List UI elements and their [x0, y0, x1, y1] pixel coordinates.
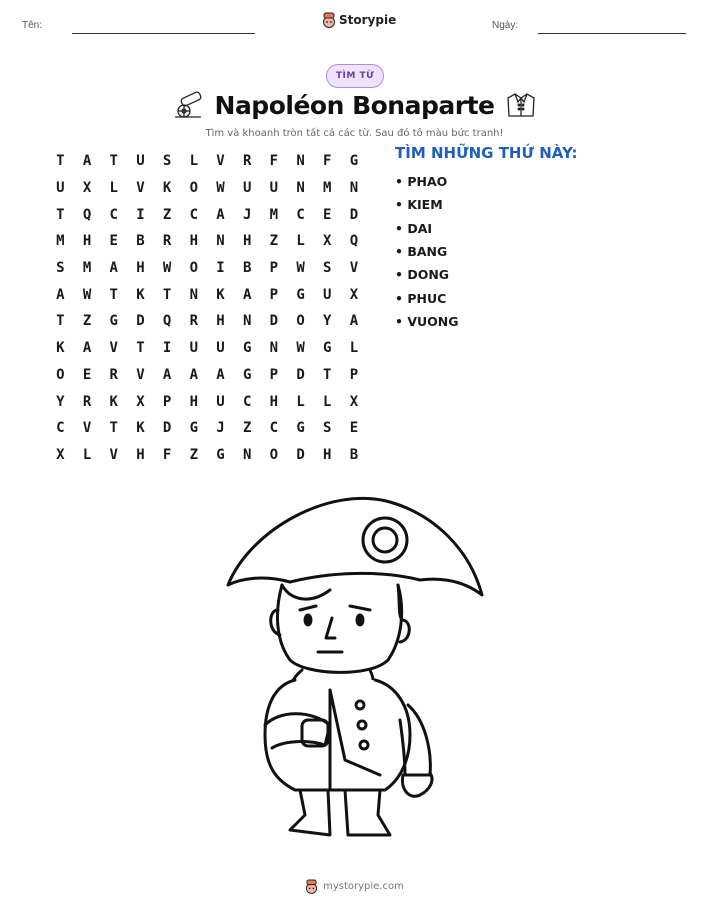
grid-cell[interactable]: F	[323, 153, 332, 170]
grid-cell[interactable]: M	[82, 260, 92, 277]
word-search-grid	[47, 148, 367, 468]
grid-row	[47, 442, 367, 469]
name-label: Tên:	[22, 20, 43, 31]
grid-cell[interactable]: R	[189, 313, 198, 330]
grid-cell[interactable]: H	[82, 233, 92, 250]
grid-cell[interactable]: V	[136, 180, 145, 197]
grid-cell[interactable]: F	[162, 446, 172, 463]
grid-row	[47, 415, 367, 442]
coat-icon	[504, 90, 538, 120]
grid-cell[interactable]: L	[109, 180, 118, 197]
grid-cell[interactable]: K	[136, 286, 145, 303]
grid-cell[interactable]: D	[296, 366, 305, 383]
word-list-title: TÌM NHỮNG THỨ NÀY:	[395, 144, 578, 162]
grid-cell[interactable]: E	[323, 206, 332, 223]
grid-cell[interactable]: K	[109, 393, 118, 410]
footer-url[interactable]: mystorypie.com	[323, 881, 404, 892]
storypie-icon	[322, 12, 336, 28]
grid-cell[interactable]: T	[136, 340, 145, 357]
grid-cell[interactable]: G	[349, 153, 359, 170]
grid-cell[interactable]: D	[269, 313, 279, 330]
grid-cell[interactable]: M	[56, 233, 65, 250]
grid-cell[interactable]: O	[56, 366, 65, 383]
grid-cell[interactable]: H	[242, 233, 252, 250]
grid-cell[interactable]: N	[349, 180, 359, 197]
page-title: Napoléon Bonaparte	[214, 90, 495, 120]
grid-cell[interactable]: H	[136, 260, 145, 277]
grid-cell[interactable]: Z	[189, 446, 198, 463]
grid-cell[interactable]: W	[82, 286, 92, 303]
grid-row	[47, 362, 367, 389]
grid-cell[interactable]: E	[82, 366, 92, 383]
grid-cell[interactable]: T	[109, 420, 118, 437]
word-item: • DONG	[395, 267, 450, 283]
grid-cell[interactable]: I	[136, 206, 145, 223]
grid-cell[interactable]: G	[216, 446, 225, 463]
word-item: • PHAO	[395, 174, 448, 190]
grid-cell[interactable]: V	[109, 340, 118, 357]
grid-cell[interactable]: Q	[162, 313, 172, 330]
grid-cell[interactable]: A	[216, 366, 225, 383]
grid-cell[interactable]: H	[216, 313, 225, 330]
grid-cell[interactable]: F	[269, 153, 279, 170]
grid-cell[interactable]: W	[296, 340, 305, 357]
grid-cell[interactable]: E	[349, 420, 359, 437]
grid-cell[interactable]: E	[109, 233, 118, 250]
grid-cell[interactable]: L	[323, 393, 332, 410]
grid-cell[interactable]: V	[82, 420, 92, 437]
grid-cell[interactable]: X	[136, 393, 145, 410]
grid-cell[interactable]: S	[323, 420, 332, 437]
grid-cell[interactable]: C	[56, 420, 65, 437]
grid-cell[interactable]: V	[136, 366, 145, 383]
grid-cell[interactable]: U	[136, 153, 145, 170]
grid-cell[interactable]: B	[136, 233, 145, 250]
grid-cell[interactable]: C	[296, 206, 305, 223]
category-badge: TÌM TỪ	[326, 64, 384, 88]
grid-cell[interactable]: K	[136, 420, 145, 437]
grid-cell[interactable]: K	[216, 286, 225, 303]
grid-cell[interactable]: H	[323, 446, 332, 463]
grid-cell[interactable]: G	[323, 340, 332, 357]
grid-cell[interactable]: L	[82, 446, 92, 463]
grid-cell[interactable]: U	[269, 180, 279, 197]
grid-cell[interactable]: C	[189, 206, 198, 223]
grid-cell[interactable]: H	[189, 233, 198, 250]
grid-cell[interactable]: G	[109, 313, 118, 330]
grid-row	[47, 148, 367, 175]
grid-cell[interactable]: U	[216, 393, 225, 410]
word-item: • VUONG	[395, 313, 459, 329]
grid-cell[interactable]: W	[216, 180, 225, 197]
grid-cell[interactable]: S	[323, 260, 332, 277]
grid-cell[interactable]: T	[56, 206, 65, 223]
grid-cell[interactable]: L	[296, 233, 305, 250]
brand-name: Storypie	[339, 13, 397, 27]
grid-cell[interactable]: L	[296, 393, 305, 410]
grid-cell[interactable]: O	[296, 313, 305, 330]
grid-row	[47, 228, 367, 255]
grid-cell[interactable]: J	[216, 420, 225, 437]
grid-cell[interactable]: R	[242, 153, 252, 170]
grid-cell[interactable]: R	[109, 366, 118, 383]
grid-cell[interactable]: T	[323, 366, 332, 383]
grid-cell[interactable]: M	[323, 180, 332, 197]
grid-cell[interactable]: W	[296, 260, 305, 277]
grid-cell[interactable]: P	[269, 286, 279, 303]
grid-cell[interactable]: A	[56, 286, 65, 303]
napoleon-illustration	[220, 490, 490, 850]
grid-cell[interactable]: R	[162, 233, 172, 250]
grid-cell[interactable]: W	[162, 260, 172, 277]
grid-cell[interactable]: L	[349, 340, 359, 357]
grid-cell[interactable]: U	[216, 340, 225, 357]
word-item: • PHUC	[395, 290, 447, 306]
grid-cell[interactable]: Z	[82, 313, 92, 330]
grid-cell[interactable]: G	[296, 420, 305, 437]
grid-cell[interactable]: D	[162, 420, 172, 437]
grid-row	[47, 335, 367, 362]
grid-cell[interactable]: B	[242, 260, 252, 277]
grid-cell[interactable]: A	[82, 340, 92, 357]
brand-logo	[322, 12, 396, 28]
grid-cell[interactable]: N	[216, 233, 225, 250]
grid-cell[interactable]: X	[82, 180, 92, 197]
grid-row	[47, 388, 367, 415]
grid-cell[interactable]: A	[242, 286, 252, 303]
grid-cell[interactable]: Q	[349, 233, 359, 250]
grid-cell[interactable]: I	[216, 260, 225, 277]
grid-cell[interactable]: C	[109, 206, 118, 223]
grid-cell[interactable]: T	[56, 313, 65, 330]
grid-cell[interactable]: O	[189, 180, 198, 197]
grid-cell[interactable]: U	[56, 180, 65, 197]
grid-cell[interactable]: C	[269, 420, 279, 437]
word-item: • DAI	[395, 220, 433, 236]
grid-row	[47, 308, 367, 335]
grid-cell[interactable]: G	[242, 366, 252, 383]
grid-cell[interactable]: D	[349, 206, 359, 223]
grid-cell[interactable]: P	[349, 366, 359, 383]
grid-cell[interactable]: L	[189, 153, 198, 170]
grid-row	[47, 255, 367, 282]
grid-cell[interactable]: U	[323, 286, 332, 303]
date-label: Ngày:	[492, 20, 519, 31]
grid-cell[interactable]: A	[82, 153, 92, 170]
grid-cell[interactable]: H	[136, 446, 145, 463]
grid-cell[interactable]: N	[269, 340, 279, 357]
instructions: Tìm và khoanh tròn tất cả các từ. Sau đó tô màu bức tranh!	[205, 128, 504, 139]
grid-cell[interactable]: V	[216, 153, 225, 170]
grid-cell[interactable]: S	[162, 153, 172, 170]
grid-cell[interactable]: A	[162, 366, 172, 383]
grid-cell[interactable]: A	[349, 313, 359, 330]
word-item: • BANG	[395, 244, 448, 260]
grid-cell[interactable]: T	[109, 153, 118, 170]
grid-row	[47, 175, 367, 202]
grid-cell[interactable]: M	[269, 206, 279, 223]
grid-cell[interactable]: C	[242, 393, 252, 410]
grid-cell[interactable]: B	[349, 446, 359, 463]
grid-cell[interactable]: N	[189, 286, 198, 303]
grid-cell[interactable]: O	[189, 260, 198, 277]
grid-cell[interactable]: Y	[56, 393, 65, 410]
grid-cell[interactable]: K	[162, 180, 172, 197]
grid-cell[interactable]: I	[162, 340, 172, 357]
grid-cell[interactable]: X	[349, 393, 359, 410]
grid-cell[interactable]: Z	[242, 420, 252, 437]
grid-cell[interactable]: A	[189, 366, 198, 383]
grid-cell[interactable]: G	[189, 420, 198, 437]
word-list	[395, 170, 459, 333]
grid-cell[interactable]: G	[242, 340, 252, 357]
grid-cell[interactable]: U	[189, 340, 198, 357]
grid-cell[interactable]: V	[349, 260, 359, 277]
grid-cell[interactable]: U	[242, 180, 252, 197]
grid-cell[interactable]: P	[269, 366, 279, 383]
grid-cell[interactable]: X	[56, 446, 65, 463]
word-item: • KIEM	[395, 197, 443, 213]
grid-cell[interactable]: Z	[162, 206, 172, 223]
footer	[0, 879, 709, 894]
grid-cell[interactable]: T	[109, 286, 118, 303]
grid-cell[interactable]: H	[189, 393, 198, 410]
grid-cell[interactable]: K	[56, 340, 65, 357]
grid-cell[interactable]: P	[269, 260, 279, 277]
grid-cell[interactable]: S	[56, 260, 65, 277]
grid-cell[interactable]: G	[296, 286, 305, 303]
grid-row	[47, 281, 367, 308]
grid-cell[interactable]: D	[136, 313, 145, 330]
grid-cell[interactable]: X	[323, 233, 332, 250]
grid-cell[interactable]: R	[82, 393, 92, 410]
grid-cell[interactable]: N	[242, 313, 252, 330]
cannon-icon	[171, 90, 205, 120]
grid-cell[interactable]: T	[162, 286, 172, 303]
grid-cell[interactable]: Z	[269, 233, 279, 250]
title-row	[0, 90, 709, 120]
date-line	[538, 33, 686, 34]
grid-cell[interactable]: A	[216, 206, 225, 223]
grid-cell[interactable]: N	[296, 180, 305, 197]
grid-cell[interactable]: A	[109, 260, 118, 277]
grid-cell[interactable]: Q	[82, 206, 92, 223]
grid-cell[interactable]: D	[296, 446, 305, 463]
grid-row	[47, 201, 367, 228]
grid-cell[interactable]: V	[109, 446, 118, 463]
grid-cell[interactable]: N	[296, 153, 305, 170]
grid-cell[interactable]: N	[242, 446, 252, 463]
storypie-footer-icon	[305, 879, 318, 894]
grid-cell[interactable]: O	[269, 446, 279, 463]
grid-cell[interactable]: T	[56, 153, 65, 170]
grid-cell[interactable]: P	[162, 393, 172, 410]
name-line	[72, 33, 255, 34]
grid-cell[interactable]: X	[349, 286, 359, 303]
grid-cell[interactable]: Y	[323, 313, 332, 330]
grid-cell[interactable]: J	[242, 206, 252, 223]
grid-cell[interactable]: H	[269, 393, 279, 410]
